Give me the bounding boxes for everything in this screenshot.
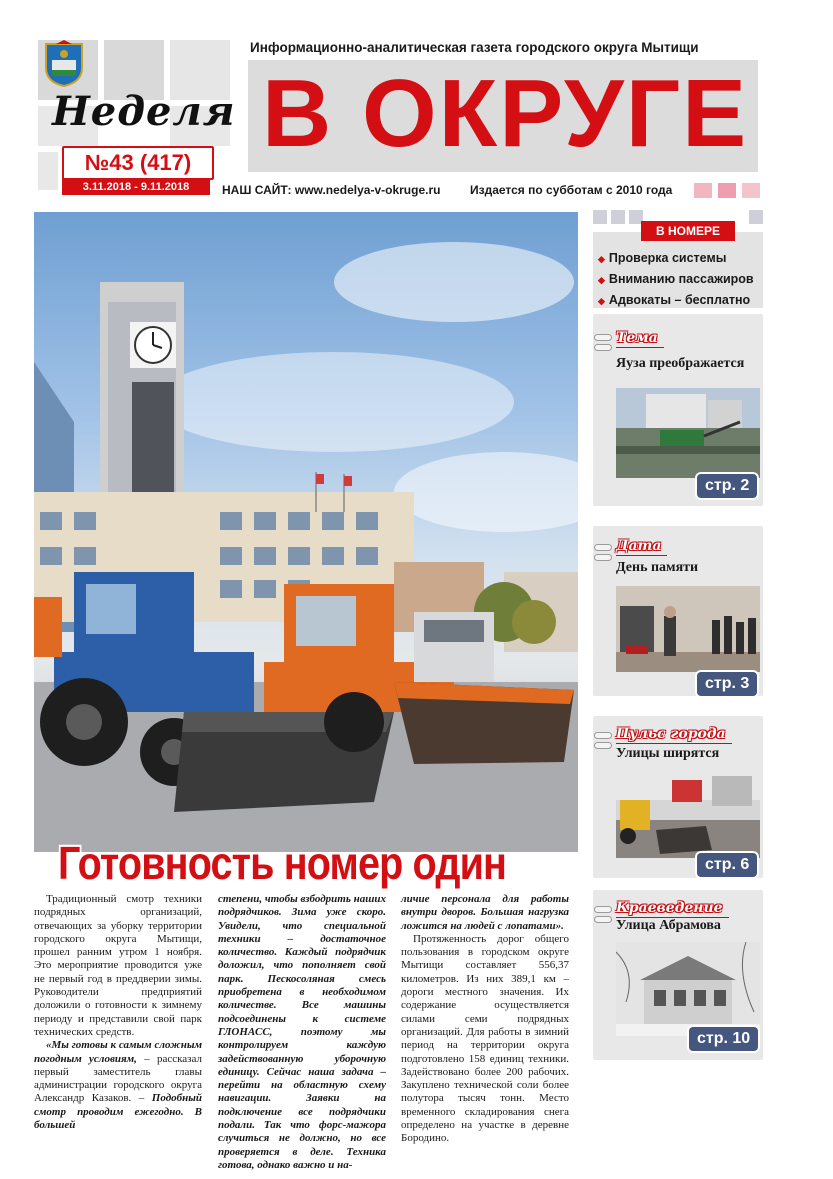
- binder-rings-icon: [594, 732, 614, 752]
- main-photo-snow-machinery: [34, 212, 578, 852]
- teaser-title: Яуза преображается: [616, 356, 745, 371]
- diamond-bullet-icon: ◆: [598, 254, 605, 264]
- website-line: НАШ САЙТ: www.nedelya-v-okruge.ru: [222, 183, 441, 197]
- in-issue-item[interactable]: ◆ Вниманию пассажиров: [598, 272, 754, 286]
- teaser-title: День памяти: [616, 560, 699, 575]
- teaser-photo-road-works: [616, 770, 760, 858]
- diamond-bullet-icon: ◆: [598, 296, 605, 306]
- article-column-1: [34, 893, 202, 1132]
- in-issue-list: [598, 248, 754, 311]
- teaser-photo-river-dredging: [616, 388, 760, 478]
- article-paragraph: личие персонала для работы внутри дворов. Большая нагрузка ложится на людей с лопатами».: [401, 893, 569, 932]
- binder-rings-icon: [594, 334, 614, 354]
- page-reference-tag[interactable]: стр. 2: [697, 474, 757, 498]
- page-reference-tag[interactable]: стр. 6: [697, 853, 757, 877]
- article-column-3: [401, 893, 569, 1146]
- teaser-title: Улица Абрамова: [616, 918, 721, 933]
- main-headline: Готовность номер один: [58, 837, 507, 889]
- in-issue-item[interactable]: ◆ Адвокаты – бесплатно: [598, 293, 751, 307]
- quote-text: Подобный смотр проводим ежегодно. В большей: [34, 1092, 202, 1132]
- binder-rings-icon: [594, 544, 614, 564]
- teaser-rubric: Краеведение: [616, 900, 723, 916]
- article-paragraph: степени, чтобы взбодрить наших подрядчиков. Зима уже скоро. Увидели, что специальной техники – достаточное количество. Каждый подрядчик доложил, что пополняет свой парк. Пескосоляная смесь приобретена в необходимом количестве. Все машины подсоединены к системе ГЛОНАСС, поэтому мы контролируем каждую задействованную уборочную единицу. Сейчас наша задача – перейти на областную схему навигации. Заявки на подключение все подрядчики подали. Так что форс-мажора случиться не должно, но все проверяется в деле. Техника готова, однако важно и на-: [218, 893, 387, 1171]
- decor-square: [611, 210, 625, 224]
- teaser-rubric: Дата: [616, 538, 662, 554]
- teaser-rubric: Пульс города: [616, 726, 726, 742]
- issue-number: №43 (417): [84, 150, 192, 175]
- in-issue-label: В НОМЕРЕ: [641, 221, 735, 241]
- issue-dates: 3.11.2018 - 9.11.2018: [62, 179, 210, 195]
- teaser-photo-historic-house: [616, 942, 760, 1036]
- issue-number-box: [62, 146, 214, 180]
- article-paragraph-quote: [34, 1039, 202, 1132]
- diamond-bullet-icon: ◆: [598, 275, 605, 285]
- page-reference-tag[interactable]: стр. 3: [697, 672, 757, 696]
- article-paragraph: Традиционный смотр техники подрядных организаций, отвечающих за уборку территории городского округа Мытищи, прошел ранним утром 1 ноября. Это мероприятие проводится уже не первый год в преддверии зимы. Руководители предприятий доложили о готовности к зимнему периоду и представили свой парк технических средств.: [34, 893, 202, 1038]
- teaser-photo-memorial: [616, 586, 760, 672]
- binder-rings-icon: [594, 906, 614, 926]
- publication-note: Издается по субботам с 2010 года: [470, 183, 673, 197]
- newspaper-logo-word: Неделя: [52, 88, 236, 135]
- decor-square: [749, 210, 763, 224]
- teaser-title: Улицы ширятся: [616, 746, 720, 761]
- page-reference-tag[interactable]: стр. 10: [689, 1027, 758, 1051]
- decor-square: [742, 183, 760, 198]
- quote-text: «Мы готовы к самым сложным погодным условиям,: [34, 1039, 202, 1065]
- decor-square: [718, 183, 736, 198]
- quote-attribution: – рассказал первый заместитель главы администрации городского округа Александр Казаков. –: [34, 1052, 202, 1105]
- decor-square: [593, 210, 607, 224]
- header-tagline: Информационно-аналитическая газета городского округа Мытищи: [250, 40, 699, 55]
- masthead-title: В ОКРУГЕ: [262, 60, 749, 167]
- coat-of-arms-icon: [42, 40, 86, 88]
- teaser-rubric: Тема: [616, 330, 658, 346]
- article-column-2: [218, 893, 386, 1172]
- decor-square: [694, 183, 712, 198]
- in-issue-item[interactable]: ◆ Проверка системы: [598, 251, 727, 265]
- article-paragraph: Протяженность дорог общего пользования в городском округе Мытищи составляет 556,37 километров. Из них 389,1 км – дороги местного значения. Их содержание осуществляется силами семи подрядных организаций. Для работы в зимний период на территории округа подготовлено 158 единиц техники. Задействовано более 200 рабочих. Закуплено технической соли более полутора тысяч тонн. Место временного складирования снега определено на участке в деревне Бородино.: [401, 932, 569, 1145]
